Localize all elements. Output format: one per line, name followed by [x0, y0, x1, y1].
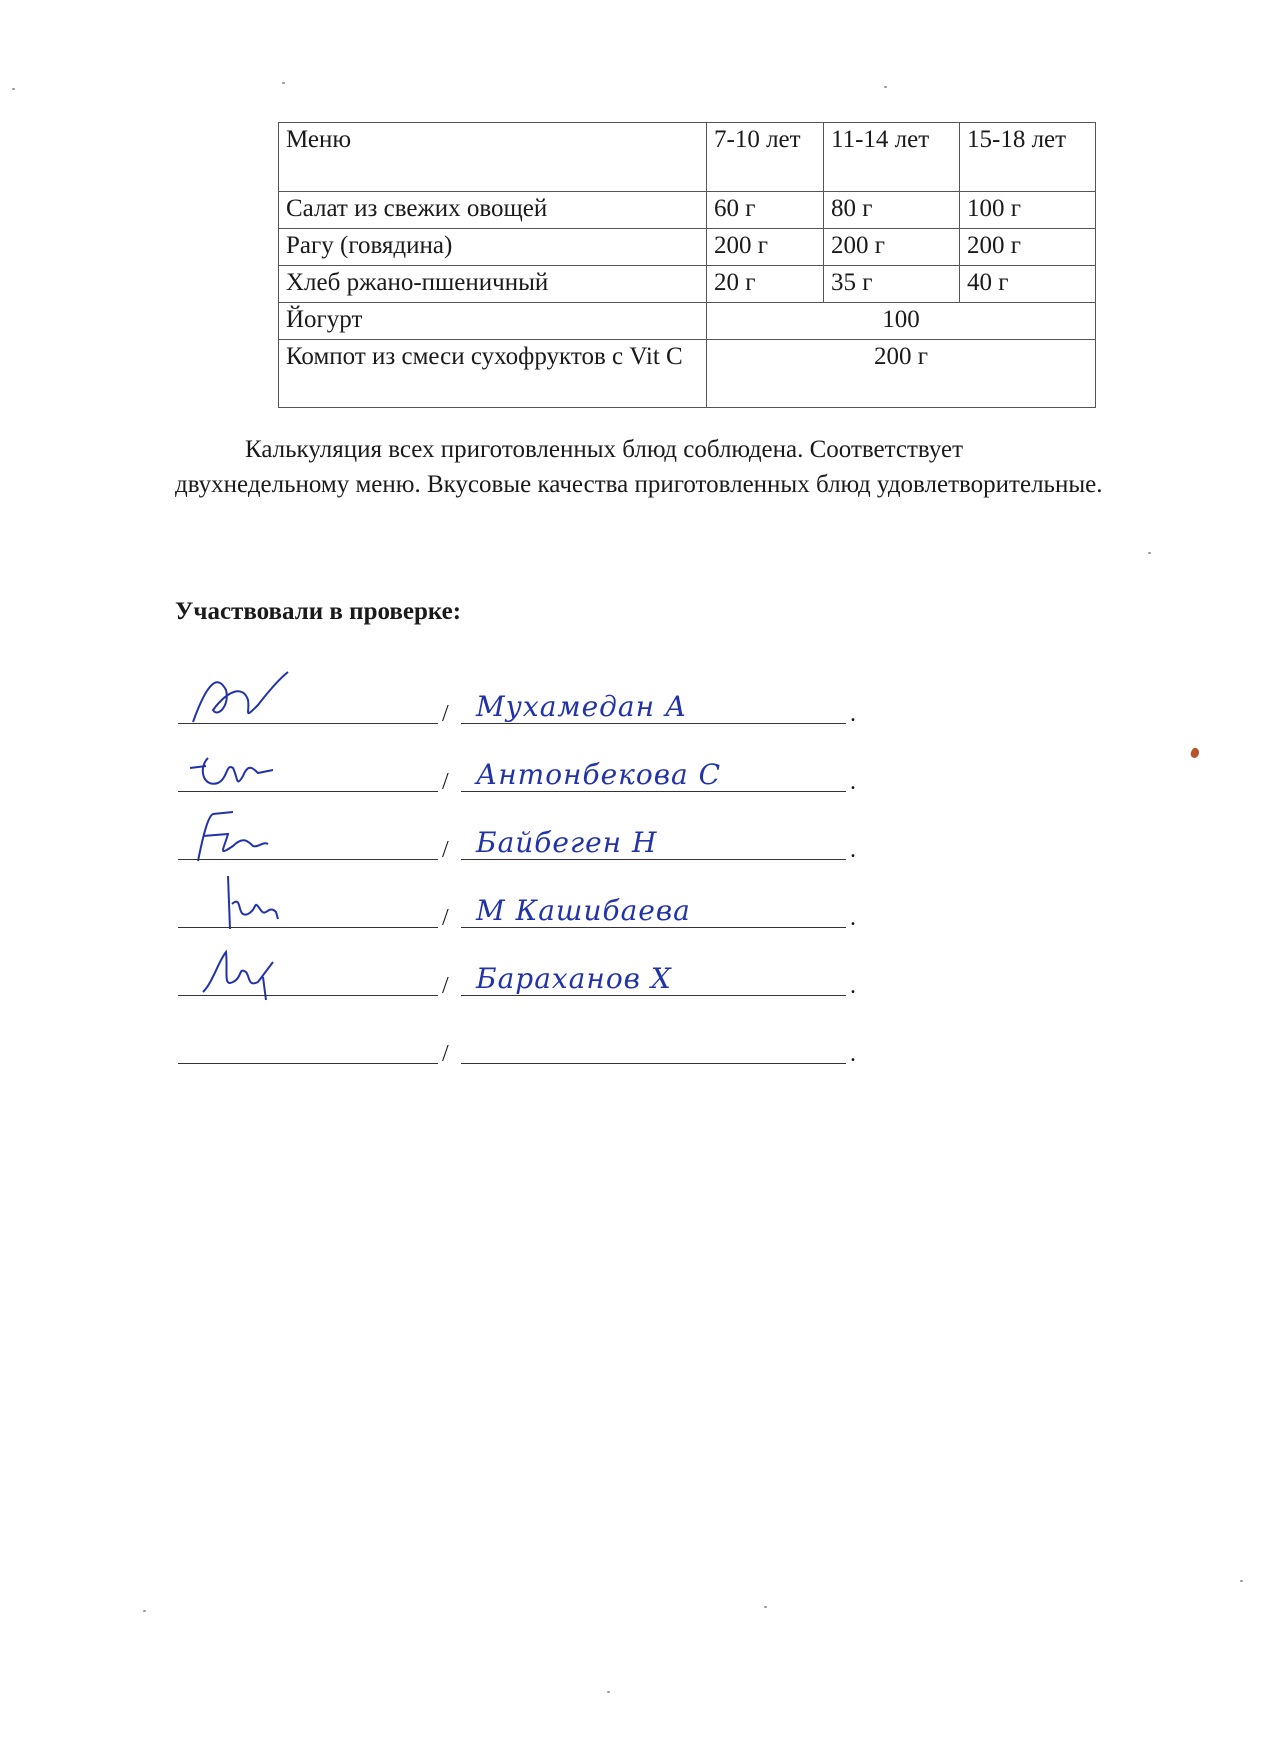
table-cell: 100 г: [960, 192, 1096, 229]
table-cell: Компот из смеси сухофруктов с Vit C: [279, 340, 707, 408]
merged-value-cell: 100: [707, 303, 1096, 340]
signature-row: [178, 954, 878, 1004]
signature-line: [178, 995, 438, 996]
signature-scribble: [188, 806, 308, 866]
scan-speck: [1240, 1580, 1243, 1582]
separator-slash: /: [442, 905, 449, 931]
signature-scribble: [188, 874, 308, 934]
name-line: [461, 995, 846, 996]
handwritten-name: М Кашибаева: [476, 894, 691, 927]
signature-row: [178, 682, 878, 732]
scan-speck: [282, 82, 285, 84]
line-end-dot: .: [850, 1041, 856, 1067]
signature-scribble: [188, 738, 308, 798]
signature-line: [178, 1063, 438, 1064]
signature-line: [178, 791, 438, 792]
handwritten-name: Антонбекова С: [476, 758, 722, 791]
menu-table: [278, 122, 1096, 408]
table-cell: 200 г: [707, 229, 824, 266]
name-line: [461, 927, 846, 928]
signature-line: [178, 859, 438, 860]
name-line: [461, 723, 846, 724]
signature-row: [178, 886, 878, 936]
line-end-dot: .: [850, 837, 856, 863]
scan-speck: [143, 1610, 146, 1612]
header-cell: Меню: [279, 123, 707, 192]
table-cell: 200 г: [960, 229, 1096, 266]
handwritten-name: Бараханов Х: [476, 962, 672, 995]
line-end-dot: .: [850, 769, 856, 795]
table-cell: 200 г: [824, 229, 960, 266]
table-cell: 60 г: [707, 192, 824, 229]
signature-row: [178, 1022, 878, 1072]
header-cell: 15-18 лет: [960, 123, 1096, 192]
scan-speck: [764, 1606, 767, 1608]
signature-scribble: [188, 670, 308, 730]
signature-scribble: [188, 942, 308, 1002]
ink-mark: [1189, 747, 1200, 759]
header-cell: 7-10 лет: [707, 123, 824, 192]
table-header-row: [279, 123, 1096, 192]
header-cell: 11-14 лет: [824, 123, 960, 192]
table-cell: Салат из свежих овощей: [279, 192, 707, 229]
table-cell: 40 г: [960, 266, 1096, 303]
participants-heading: Участвовали в проверке:: [175, 598, 462, 625]
name-line: [461, 859, 846, 860]
separator-slash: /: [442, 769, 449, 795]
name-line: [461, 791, 846, 792]
signature-row: [178, 818, 878, 868]
line-end-dot: .: [850, 973, 856, 999]
table-cell: 20 г: [707, 266, 824, 303]
table-row: [279, 229, 1096, 266]
table-cell: 80 г: [824, 192, 960, 229]
table-cell: Хлеб ржано-пшеничный: [279, 266, 707, 303]
table-row: [279, 303, 1096, 340]
separator-slash: /: [442, 837, 449, 863]
scan-speck: [12, 88, 15, 90]
signature-line: [178, 927, 438, 928]
scan-speck: [884, 86, 887, 88]
separator-slash: /: [442, 1041, 449, 1067]
table-cell: Йогурт: [279, 303, 707, 340]
conclusion-paragraph: [175, 432, 1105, 502]
line-end-dot: .: [850, 701, 856, 727]
line-end-dot: .: [850, 905, 856, 931]
table-cell: Рагу (говядина): [279, 229, 707, 266]
separator-slash: /: [442, 973, 449, 999]
table-row: [279, 192, 1096, 229]
separator-slash: /: [442, 701, 449, 727]
paragraph-text: Калькуляция всех приготовленных блюд соблюдена. Соответствует двухнедельному меню. Вкусовые качества приготовленных блюд удовлетворительные.: [175, 436, 1103, 498]
table-row: [279, 266, 1096, 303]
handwritten-name: Мухамедан А: [476, 690, 688, 723]
name-line: [461, 1063, 846, 1064]
table-cell: 35 г: [824, 266, 960, 303]
handwritten-name: Байбеген Н: [476, 826, 658, 859]
merged-value-cell: 200 г: [707, 340, 1096, 408]
table-row: [279, 340, 1096, 408]
scan-speck: [607, 1691, 610, 1693]
signature-row: [178, 750, 878, 800]
scan-speck: [1148, 552, 1151, 554]
signature-line: [178, 723, 438, 724]
